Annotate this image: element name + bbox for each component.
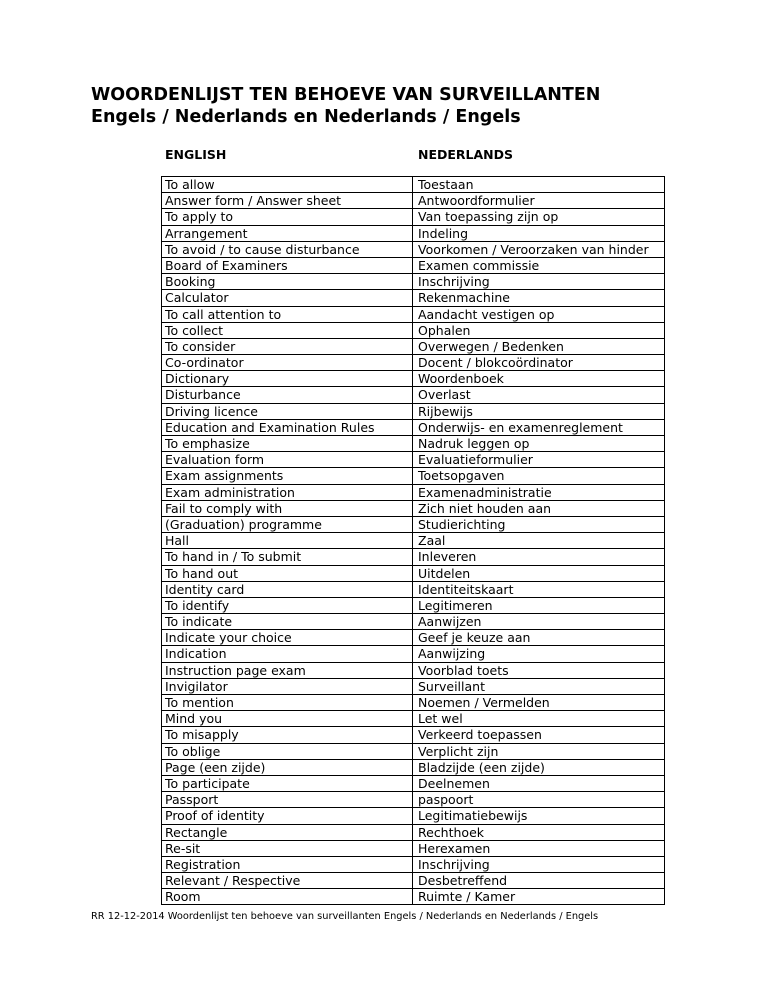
- english-term: Passport: [162, 792, 413, 807]
- dutch-term: Inleveren: [418, 549, 477, 565]
- column-header-english: ENGLISH: [165, 147, 227, 162]
- english-term: To hand out: [162, 566, 413, 581]
- table-row: [162, 242, 664, 258]
- english-term: To call attention to: [162, 307, 413, 322]
- table-row: [162, 841, 664, 857]
- dutch-term: Van toepassing zijn op: [418, 209, 559, 225]
- english-term: Relevant / Respective: [162, 873, 413, 888]
- dutch-term: Antwoordformulier: [418, 193, 535, 209]
- table-row: [162, 387, 664, 403]
- table-row: [162, 339, 664, 355]
- english-term: To hand in / To submit: [162, 549, 413, 564]
- english-term: Mind you: [162, 711, 413, 726]
- english-term: Registration: [162, 857, 413, 872]
- table-row: [162, 695, 664, 711]
- table-row: [162, 776, 664, 792]
- table-row: [162, 226, 664, 242]
- table-row: [162, 517, 664, 533]
- table-row: [162, 290, 664, 306]
- table-row: [162, 825, 664, 841]
- table-row: [162, 420, 664, 436]
- dutch-term: Overlast: [418, 387, 471, 403]
- dutch-term: Deelnemen: [418, 775, 490, 791]
- table-row: [162, 598, 664, 614]
- dutch-term: Woordenboek: [418, 371, 504, 387]
- dutch-term: Studierichting: [418, 516, 506, 532]
- dutch-term: Inschrijving: [418, 856, 490, 872]
- table-row: [162, 371, 664, 387]
- english-term: To collect: [162, 323, 413, 338]
- english-term: Answer form / Answer sheet: [162, 193, 413, 208]
- english-term: Booking: [162, 274, 413, 289]
- dutch-term: Aanwijzen: [418, 614, 482, 630]
- dutch-term: Overwegen / Bedenken: [418, 338, 564, 354]
- dutch-term: Inschrijving: [418, 274, 490, 290]
- dutch-term: Bladzijde (een zijde): [418, 759, 545, 775]
- english-term: To emphasize: [162, 436, 413, 451]
- table-row: [162, 323, 664, 339]
- english-term: Proof of identity: [162, 808, 413, 823]
- table-row: [162, 744, 664, 760]
- dutch-term: Zaal: [418, 533, 446, 549]
- english-term: Board of Examiners: [162, 258, 413, 273]
- table-row: [162, 857, 664, 873]
- glossary-table: [161, 176, 665, 905]
- table-row: [162, 792, 664, 808]
- dutch-term: Uitdelen: [418, 565, 471, 581]
- english-term: To avoid / to cause disturbance: [162, 242, 413, 257]
- english-term: To consider: [162, 339, 413, 354]
- english-term: Rectangle: [162, 825, 413, 840]
- dutch-term: Ophalen: [418, 322, 471, 338]
- dutch-term: Indeling: [418, 225, 469, 241]
- dutch-term: Herexamen: [418, 840, 491, 856]
- document-title: [91, 84, 600, 128]
- english-term: Instruction page exam: [162, 663, 413, 678]
- dutch-term: Toestaan: [418, 177, 474, 192]
- title-line-1: WOORDENLIJST TEN BEHOEVE VAN SURVEILLANTEN: [91, 85, 601, 105]
- dutch-term: Let wel: [418, 711, 463, 727]
- english-term: Fail to comply with: [162, 501, 413, 516]
- table-row: [162, 614, 664, 630]
- table-row: [162, 889, 664, 905]
- english-term: To oblige: [162, 744, 413, 759]
- english-term: Dictionary: [162, 371, 413, 386]
- english-term: Co-ordinator: [162, 355, 413, 370]
- english-term: (Graduation) programme: [162, 517, 413, 532]
- dutch-term: Identiteitskaart: [418, 581, 514, 597]
- dutch-term: Rekenmachine: [418, 290, 510, 306]
- dutch-term: Aandacht vestigen op: [418, 306, 555, 322]
- table-row: [162, 209, 664, 225]
- title-line-2: Engels / Nederlands en Nederlands / Engels: [91, 107, 521, 127]
- dutch-term: Rijbewijs: [418, 403, 473, 419]
- dutch-term: Toetsopgaven: [418, 468, 505, 484]
- table-row: [162, 193, 664, 209]
- english-term: Calculator: [162, 290, 413, 305]
- dutch-term: Examenadministratie: [418, 484, 552, 500]
- table-row: [162, 307, 664, 323]
- dutch-term: Nadruk leggen op: [418, 436, 530, 451]
- dutch-term: Aanwijzing: [418, 646, 486, 662]
- table-row: [162, 501, 664, 517]
- table-row: [162, 258, 664, 274]
- dutch-term: Verkeerd toepassen: [418, 727, 542, 743]
- table-row: [162, 452, 664, 468]
- table-row: [162, 808, 664, 824]
- english-term: Arrangement: [162, 226, 413, 241]
- dutch-term: paspoort: [418, 792, 474, 808]
- dutch-term: Ruimte / Kamer: [418, 889, 516, 905]
- table-row: [162, 549, 664, 565]
- english-term: Disturbance: [162, 387, 413, 402]
- column-header-nederlands: NEDERLANDS: [418, 147, 514, 162]
- table-row: [162, 533, 664, 549]
- english-term: To apply to: [162, 209, 413, 224]
- english-term: Education and Examination Rules: [162, 420, 413, 435]
- english-term: Indication: [162, 646, 413, 661]
- dutch-term: Noemen / Vermelden: [418, 695, 550, 710]
- dutch-term: Evaluatieformulier: [418, 452, 533, 468]
- dutch-term: Voorblad toets: [418, 662, 509, 678]
- english-term: Invigilator: [162, 679, 413, 694]
- table-row: [162, 873, 664, 889]
- english-term: To identify: [162, 598, 413, 613]
- english-term: Exam administration: [162, 485, 413, 500]
- dutch-term: Desbetreffend: [418, 873, 508, 889]
- english-term: Re-sit: [162, 841, 413, 856]
- dutch-term: Voorkomen / Veroorzaken van hinder: [418, 241, 649, 257]
- table-row: [162, 711, 664, 727]
- dutch-term: Examen commissie: [418, 257, 540, 273]
- dutch-term: Geef je keuze aan: [418, 630, 531, 646]
- english-term: Evaluation form: [162, 452, 413, 467]
- dutch-term: Legitimatiebewijs: [418, 808, 528, 824]
- table-row: [162, 355, 664, 371]
- english-term: Exam assignments: [162, 468, 413, 483]
- table-row: [162, 663, 664, 679]
- table-row: [162, 566, 664, 582]
- english-term: To participate: [162, 776, 413, 791]
- table-row: [162, 468, 664, 484]
- english-term: Indicate your choice: [162, 630, 413, 645]
- table-row: [162, 582, 664, 598]
- english-term: To mention: [162, 695, 413, 710]
- page-footer: RR 12-12-2014 Woordenlijst ten behoeve van surveillanten Engels / Nederlands en Nederlands / Engels: [91, 911, 599, 922]
- table-row: [162, 436, 664, 452]
- english-term: Page (een zijde): [162, 760, 413, 775]
- table-row: [162, 760, 664, 776]
- table-row: [162, 630, 664, 646]
- dutch-term: Rechthoek: [418, 824, 485, 840]
- english-term: To allow: [162, 177, 413, 192]
- table-row: [162, 646, 664, 662]
- table-row: [162, 727, 664, 743]
- english-term: To misapply: [162, 727, 413, 742]
- dutch-term: Onderwijs- en examenreglement: [418, 419, 623, 435]
- dutch-term: Docent / blokcoördinator: [418, 355, 573, 371]
- table-row: [162, 274, 664, 290]
- table-row: [162, 404, 664, 420]
- dutch-term: Zich niet houden aan: [418, 500, 552, 516]
- english-term: Room: [162, 889, 413, 904]
- english-term: Hall: [162, 533, 413, 548]
- table-row: [162, 177, 664, 193]
- dutch-term: Surveillant: [418, 678, 485, 694]
- english-term: Identity card: [162, 582, 413, 597]
- table-row: [162, 485, 664, 501]
- english-term: Driving licence: [162, 404, 413, 419]
- dutch-term: Legitimeren: [418, 597, 493, 613]
- dutch-term: Verplicht zijn: [418, 743, 499, 759]
- english-term: To indicate: [162, 614, 413, 629]
- table-row: [162, 679, 664, 695]
